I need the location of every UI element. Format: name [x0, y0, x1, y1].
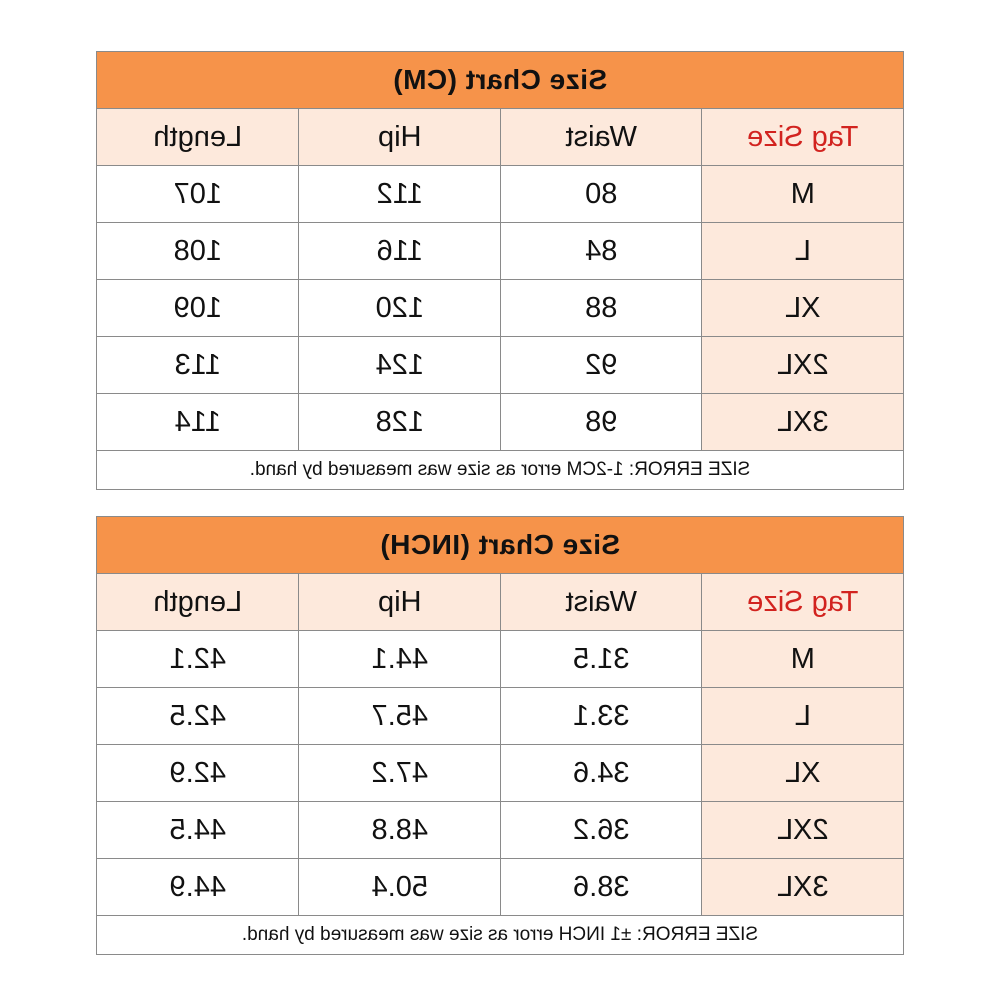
cell-waist: 38.6 — [500, 859, 702, 915]
cell-tag-size: XL — [702, 745, 904, 801]
header-length: Length — [97, 574, 299, 630]
cell-tag-size: XL — [702, 280, 904, 336]
cell-tag-size: L — [702, 688, 904, 744]
cell-hip: 120 — [299, 280, 501, 336]
cell-hip: 45.7 — [299, 688, 501, 744]
cell-hip: 128 — [299, 394, 501, 450]
header-tag-size: Tag Size — [702, 109, 904, 165]
cell-tag-size: 3XL — [702, 859, 904, 915]
cell-length: 109 — [173, 291, 222, 324]
cell-tag-size: M — [702, 166, 904, 222]
header-row — [97, 574, 903, 631]
header-length: Length — [97, 109, 299, 165]
cell-length: 114 — [174, 405, 221, 438]
table-row — [97, 688, 903, 745]
header-waist: Waist — [500, 574, 702, 630]
cell-hip: 112 — [299, 166, 501, 222]
size-error-note: SIZE ERROR: 1-2CM error as size was measured by hand. — [97, 451, 903, 489]
cell-length: 113 — [174, 348, 221, 381]
header-waist: Waist — [500, 109, 702, 165]
size-chart-inch — [96, 516, 904, 955]
cell-waist: 36.2 — [500, 802, 702, 858]
table-row — [97, 802, 903, 859]
cell-length: 42.1 — [169, 642, 226, 675]
cell-tag-size: 2XL — [702, 802, 904, 858]
cell-length: 108 — [173, 234, 222, 267]
table-row — [97, 337, 903, 394]
table-row — [97, 223, 903, 280]
size-chart-cm — [96, 51, 904, 490]
cell-length: 107 — [173, 177, 222, 210]
cell-waist: 98 — [500, 394, 702, 450]
table-row — [97, 280, 903, 337]
header-hip: Hip — [299, 574, 501, 630]
header-row — [97, 109, 903, 166]
cell-waist: 88 — [500, 280, 702, 336]
cell-waist: 34.6 — [500, 745, 702, 801]
cell-tag-size: L — [702, 223, 904, 279]
cell-waist: 33.1 — [500, 688, 702, 744]
cell-hip: 116 — [299, 223, 501, 279]
cell-waist: 84 — [500, 223, 702, 279]
cell-hip: 48.8 — [299, 802, 501, 858]
chart-title: Size Chart (CM) — [97, 52, 903, 109]
cell-waist: 31.5 — [500, 631, 702, 687]
cell-waist: 80 — [500, 166, 702, 222]
cell-waist: 92 — [500, 337, 702, 393]
cell-hip: 44.1 — [299, 631, 501, 687]
size-error-note: SIZE ERROR: ±1 INCH error as size was measured by hand. — [97, 916, 903, 954]
cell-hip: 47.2 — [299, 745, 501, 801]
table-row — [97, 859, 903, 916]
header-tag-size: Tag Size — [702, 574, 904, 630]
table-row — [97, 166, 903, 223]
cell-hip: 124 — [299, 337, 501, 393]
cell-length: 44.5 — [169, 813, 226, 846]
cell-length: 42.5 — [169, 699, 226, 732]
cell-tag-size: 2XL — [702, 337, 904, 393]
header-hip: Hip — [299, 109, 501, 165]
cell-tag-size: 3XL — [702, 394, 904, 450]
chart-title: Size Chart (INCH) — [97, 517, 903, 574]
cell-hip: 50.4 — [299, 859, 501, 915]
table-row — [97, 394, 903, 451]
cell-length: 42.9 — [169, 756, 226, 789]
cell-length: 44.9 — [169, 870, 226, 903]
table-row — [97, 745, 903, 802]
cell-tag-size: M — [702, 631, 904, 687]
table-row — [97, 631, 903, 688]
